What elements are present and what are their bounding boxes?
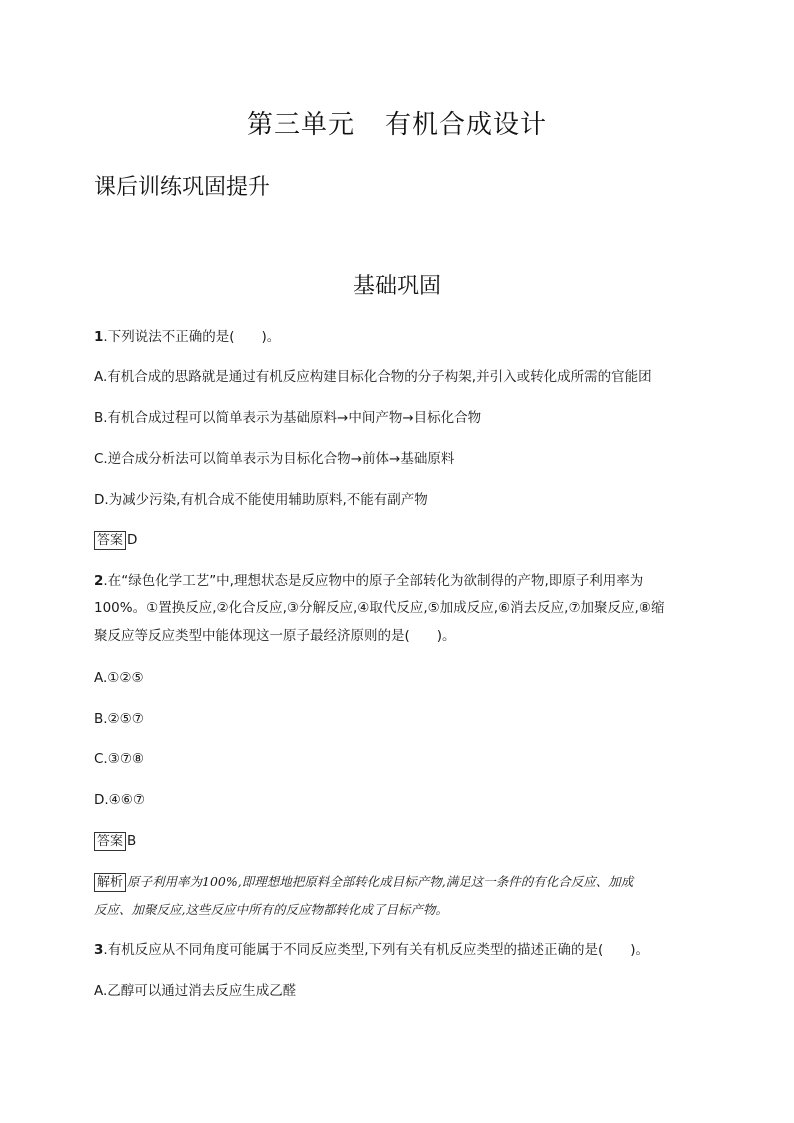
question-2-option-b: B.②⑤⑦: [94, 711, 144, 727]
answer-tag: 答案: [94, 832, 126, 851]
question-1-option-d: D.为减少污染,有机合成不能使用辅助原料,不能有副产物: [94, 492, 428, 508]
section-heading: 基础巩固: [352, 274, 441, 299]
question-2-option-d: D.④⑥⑦: [94, 792, 145, 808]
title-topic: 有机合成设计: [385, 110, 548, 140]
title-unit: 第三单元: [246, 110, 355, 140]
question-3-text: .有机反应从不同角度可能属于不同反应类型,下列有关有机反应类型的描述正确的是( )。: [103, 942, 650, 958]
question-3-number: 3: [94, 942, 104, 958]
question-3-stem: [94, 940, 714, 960]
answer-tag: 答案: [94, 531, 126, 550]
question-1-answer: [94, 530, 714, 550]
question-2-option-a: A.①②⑤: [94, 670, 144, 686]
question-2-explanation-text-1: 原子利用率为100%,即理想地把原料全部转化成目标产物,满足这一条件的有化合反应、加成: [127, 874, 634, 889]
question-2-explanation-line-2: 反应、加聚反应,这些反应中所有的反应物都转化成了目标产物。: [94, 902, 448, 917]
question-3-option-a: A.乙醇可以通过消去反应生成乙醛: [94, 983, 297, 999]
question-2-explanation-line-1: [94, 872, 714, 892]
question-2-stem-line-1: [94, 571, 714, 591]
question-1-option-c: C.逆合成分析法可以简单表示为目标化合物→前体→基础原料: [94, 451, 455, 467]
page-title: [0, 104, 794, 141]
question-2-stem-line-3: 聚反应等反应类型中能体现这一原子最经济原则的是( )。: [94, 628, 456, 644]
question-2-text-1: .在“绿色化学工艺”中,理想状态是反应物中的原子全部转化为欲制得的产物,即原子利用率为: [103, 573, 644, 589]
question-2-answer: [94, 831, 714, 851]
question-2-answer-value: B: [127, 833, 137, 849]
question-1-answer-value: D: [127, 532, 138, 548]
question-2-option-c: C.③⑦⑧: [94, 751, 145, 767]
question-1-option-b: B.有机合成过程可以简单表示为基础原料→中间产物→目标化合物: [94, 410, 482, 426]
page-subtitle: 课后训练巩固提升: [94, 175, 271, 200]
question-1-option-a: A.有机合成的思路就是通过有机反应构建目标化合物的分子构架,并引入或转化成所需的官能团: [94, 369, 652, 385]
question-1-number: 1: [94, 329, 104, 345]
question-2-number: 2: [94, 573, 104, 589]
question-2-stem-line-2: 100%。①置换反应,②化合反应,③分解反应,④取代反应,⑤加成反应,⑥消去反应,⑦加聚反应,⑧缩: [94, 600, 665, 616]
question-1-text: .下列说法不正确的是( )。: [103, 329, 281, 345]
explanation-tag: 解析: [94, 873, 126, 892]
question-1-stem: [94, 327, 714, 347]
